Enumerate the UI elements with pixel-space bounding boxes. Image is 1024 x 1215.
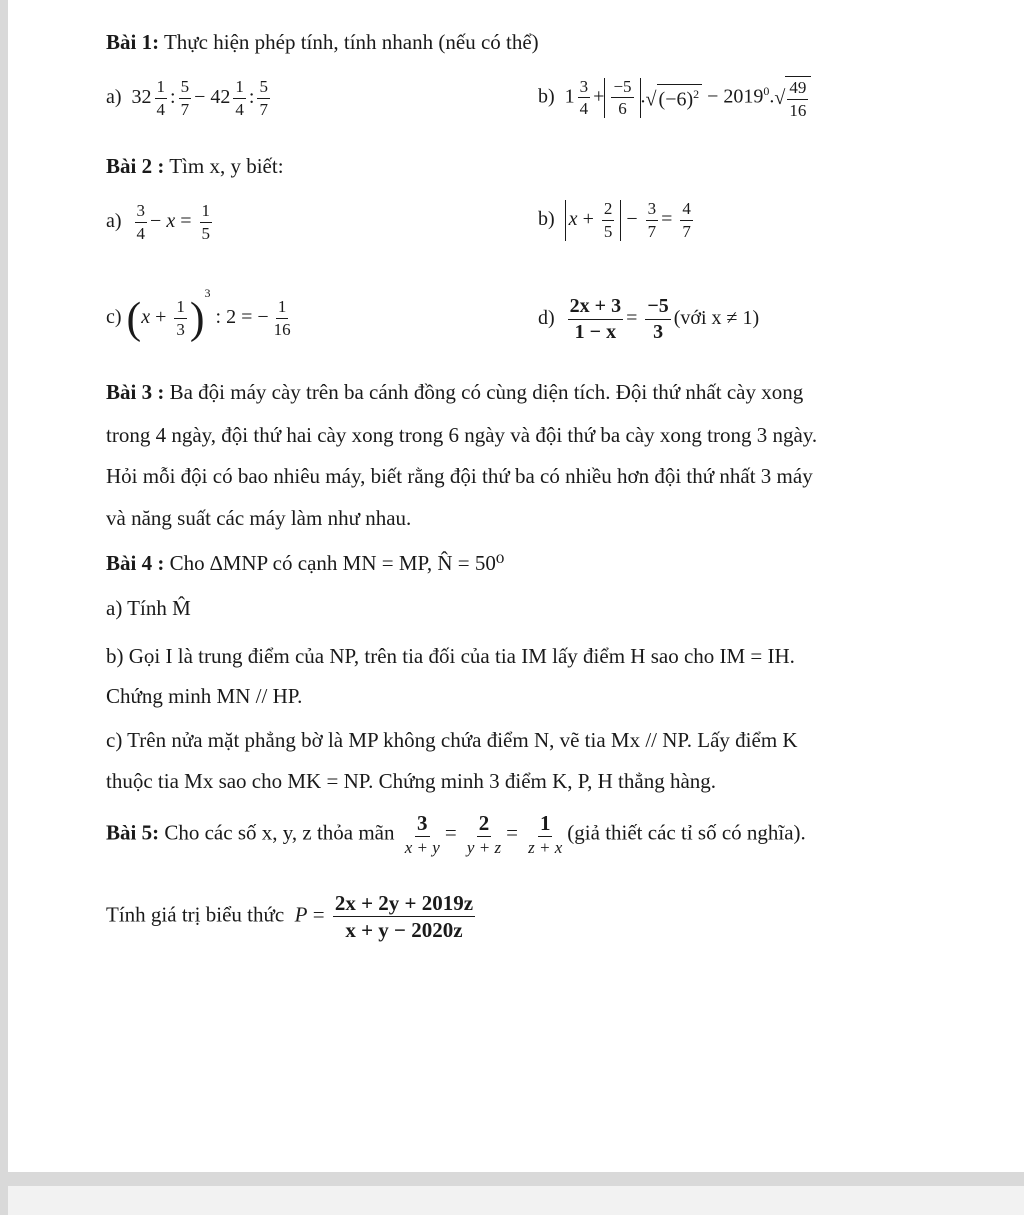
bai1-a-expression: a) 32 $\frac{1}{4}$ : $\frac{5}{7}$ − 42 $\frac{1}{4}$ : $\frac{5}{7}$ (106, 77, 268, 119)
bai4-b-line-1: b) Gọi I là trung điểm của NP, trên tia đối của tia IM lấy điểm H sao cho IM = IH. (106, 644, 795, 668)
bai3-line-4: và năng suất các máy làm như nhau. (106, 506, 412, 530)
bai4-heading: Bài 4 : Cho ∆MNP có cạnh MN = MP, N̂ = 50⁰ (106, 551, 505, 575)
bai3-line-1: Bài 3 : Ba đội máy cày trên ba cánh đồng có cùng diện tích. Đội thứ nhất cày xong (106, 380, 804, 404)
bai2-c-equation: c) (x + $\frac{1}{3}$ )$^3$ : 2 = − $\frac{1}{16}$ (106, 286, 291, 343)
bai2-heading: Bài 2 : Tìm x, y biết: (106, 154, 284, 178)
bai1-b-expression: b) 1 $\frac{3}{4}$ + $\frac{-5}{6}$ .√ $(-6)^2 - 2019^0.√$ $\frac{49}{16}$ (538, 76, 811, 120)
bai5-expression: Tính giá trị biểu thức P = $\frac{2x + 2y + 2019z}{x + y - 2020z}$ (106, 891, 474, 943)
bai1-heading: Bài 1: Thực hiện phép tính, tính nhanh (nếu có thể) (106, 30, 539, 54)
bai4-c-line-1: c) Trên nửa mặt phẳng bờ là MP không chứa điểm N, vẽ tia Mx // NP. Lấy điểm K (106, 728, 798, 752)
bai2-d-equation: d) $\frac{2x + 3}{1 - x}$ = $\frac{-5}{3}$ (với x ≠ 1) (538, 295, 760, 343)
bai3-line-3: Hỏi mỗi đội có bao nhiêu máy, biết rằng đội thứ ba có nhiều hơn đội thứ nhất 3 máy (106, 464, 813, 488)
bai2-b-equation: b) x + $\frac{2}{5}$ − $\frac{3}{7}$ = $\frac{4}{7}$ (538, 199, 691, 241)
next-page-edge (8, 1186, 1024, 1215)
bai2-a-equation: a) $\frac{3}{4}$ − x = $\frac{1}{5}$ (106, 201, 210, 243)
bai4-a: a) Tính M̂ (106, 596, 191, 620)
bai3-line-2: trong 4 ngày, đội thứ hai cày xong trong 6 ngày và đội thứ ba cày xong trong 3 ngày. (106, 423, 818, 447)
bai4-c-line-2: thuộc tia Mx sao cho MK = NP. Chứng minh 3 điểm K, P, H thẳng hàng. (106, 769, 717, 793)
bai5-statement: Bài 5: Cho các số x, y, z thỏa mãn $\frac{3}{x + y}$ = $\frac{2}{y + z}$ = $\frac{1}{z + x}$ (giả thiết các tỉ số có nghĩa). (106, 811, 806, 858)
bai4-b-line-2: Chứng minh MN // HP. (106, 684, 303, 708)
